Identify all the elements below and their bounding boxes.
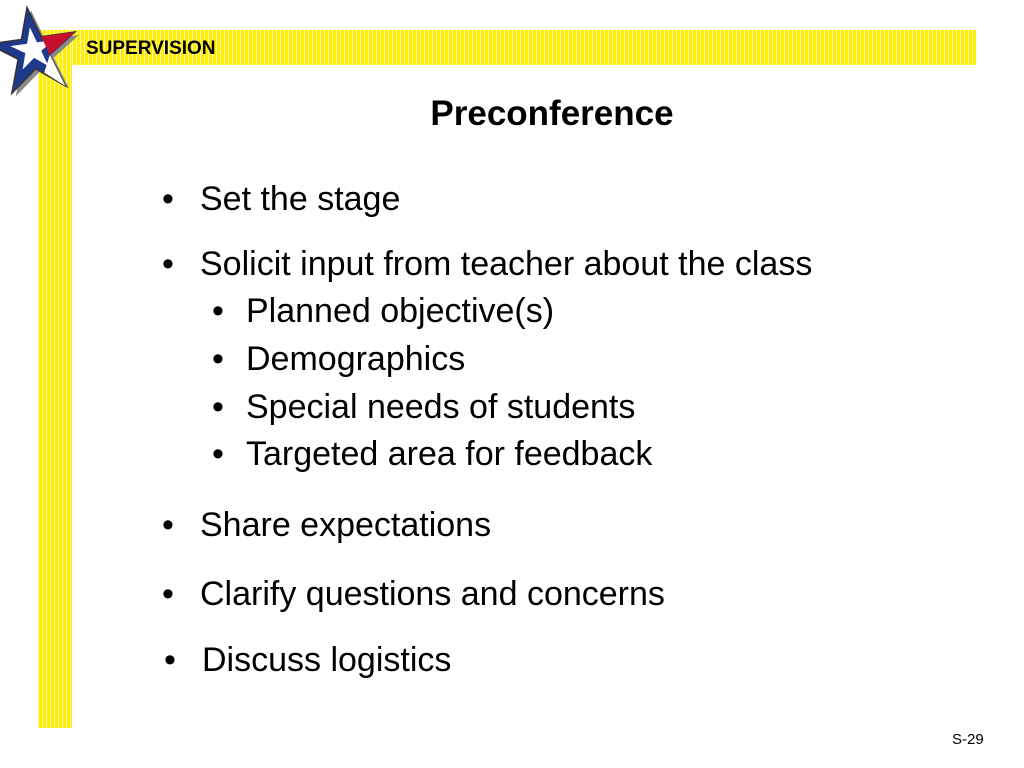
bullet-item [162, 180, 400, 219]
bullet-glyph: • [212, 388, 224, 426]
bullet-glyph: • [212, 435, 224, 473]
bullet-glyph: • [162, 245, 174, 283]
bullet-glyph: • [212, 292, 224, 330]
sub-bullet-item [212, 388, 635, 427]
sub-bullet-text: Demographics [246, 340, 466, 378]
sub-bullet-text: Planned objective(s) [246, 292, 555, 330]
bullet-text: Share expectations [200, 506, 492, 544]
left-band [38, 30, 72, 728]
bullet-item [162, 506, 491, 545]
bullet-glyph: • [162, 180, 174, 218]
bullet-item [164, 641, 451, 680]
bullet-glyph: • [164, 641, 176, 679]
bullet-text: Solicit input from teacher about the class [200, 245, 813, 283]
bullet-text: Set the stage [200, 180, 401, 218]
texas-star-icon [0, 2, 96, 98]
section-header-label: SUPERVISION [86, 38, 216, 59]
bullet-glyph: • [162, 575, 174, 613]
sub-bullet-item [212, 292, 554, 331]
bullet-text: Discuss logistics [202, 641, 452, 679]
slide-title: Preconference [430, 94, 674, 133]
sub-bullet-text: Targeted area for feedback [246, 435, 653, 473]
bullet-item [162, 245, 812, 284]
sub-bullet-text: Special needs of students [246, 388, 636, 426]
bullet-text: Clarify questions and concerns [200, 575, 665, 613]
bullet-glyph: • [212, 340, 224, 378]
sub-bullet-item [212, 340, 465, 379]
page-number: S-29 [952, 731, 984, 748]
sub-bullet-item [212, 435, 652, 474]
bullet-glyph: • [162, 506, 174, 544]
bullet-item [162, 575, 665, 614]
